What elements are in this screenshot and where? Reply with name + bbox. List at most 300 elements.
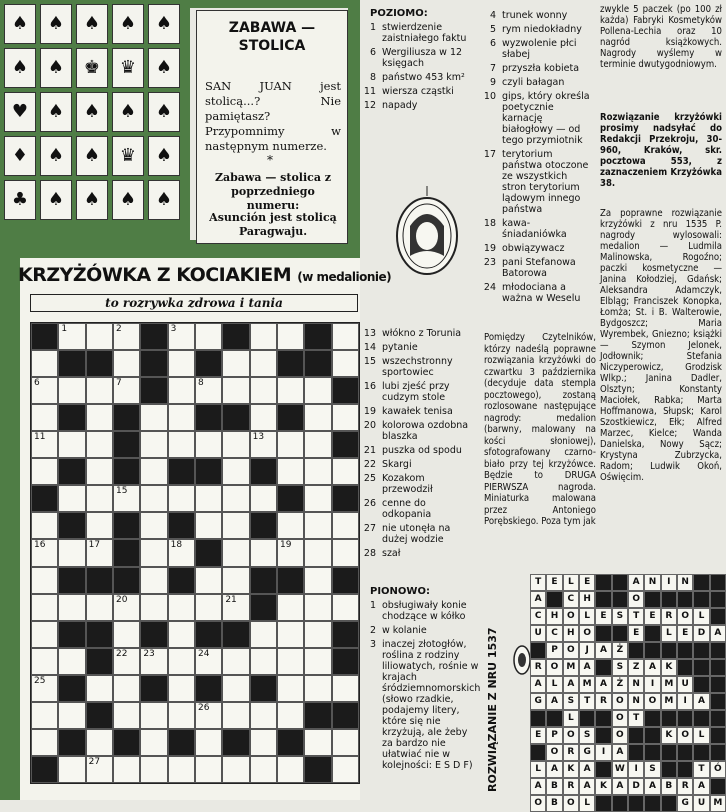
cell-number: 8 [198,378,204,389]
solution-letter: O [530,795,546,812]
crossword-cell[interactable] [140,594,167,621]
clue-item [482,282,594,304]
solution-block [693,591,709,608]
clue-number: 2 [369,625,376,636]
clue-item [362,47,480,69]
crossword-cell[interactable] [332,323,359,350]
crossword-cell[interactable] [332,729,359,756]
crossword-block [140,377,167,404]
crossword-cell[interactable] [277,323,304,350]
solution-block [677,710,693,727]
crossword-cell[interactable] [113,621,140,648]
crossword-cell[interactable] [304,567,331,594]
clue-number: 15 [363,356,376,367]
solution-letter: O [546,659,562,676]
solution-letter: O [563,795,579,812]
crossword-block [168,512,195,539]
solution-letter: M [661,693,677,710]
crossword-cell[interactable] [195,594,222,621]
clue-item [482,77,594,88]
crossword-cell[interactable] [250,431,277,458]
crossword-cell[interactable] [168,756,195,783]
right-column-p3: Za poprawne rozwiązanie krzyżówki z nru 1535 P. nagrody wylosowali: medalion — Ludmila Malinowska, Rogoźno; paczki kosmetyczne — Janina Kołodziej, Gdańsk; Aleksandra Adamczyk, Elbląg; Franciszek Konopka, Łomża; St. i B. Walterowie, Bydgoszcz; Maria Wyrembek, Gniezno; książki — Szymon Jelonek, Jodłownik; Stefania Niczyperowicz, Grodzisk Wlkp.; Janina Dadler, Olsztyn; Konstanty Maciołek, Rabka; Marta Hoffmanowa, Słupsk; Karol Szostkiewicz, Ełk; Alfred Marzec, Kielce; Wanda Danielska, Nowy Sącz; Krystyna Zubrzycka, Radom; Ludwik Okoń, Oświęcim. [600,208,722,483]
crossword-block [140,350,167,377]
solution-letter: A [530,591,546,608]
crossword-cell[interactable] [195,485,222,512]
card-icon: ♚ [76,48,108,88]
crossword-cell[interactable] [31,404,58,431]
solution-letter: O [612,710,628,727]
crossword-cell[interactable] [140,756,167,783]
pionowo-clues-b [482,10,594,307]
crossword-cell[interactable] [222,485,249,512]
crossword-cell[interactable] [140,404,167,431]
solution-letter: E [644,608,660,625]
card-icon: ♠ [40,92,72,132]
solution-letter: L [563,710,579,727]
crossword-cell[interactable] [31,675,58,702]
clue-text: młodociana a ważna w Weselu [502,282,581,304]
crossword-block [140,675,167,702]
clue-number: 5 [489,24,496,35]
crossword-cell[interactable] [195,756,222,783]
solution-letter: I [628,761,644,778]
crossword-cell[interactable] [250,350,277,377]
cell-number: 27 [88,756,101,767]
cell-number: 18 [170,540,183,551]
crossword-cell[interactable] [113,648,140,675]
crossword-cell[interactable] [86,485,113,512]
crossword-cell[interactable] [250,323,277,350]
clue-number: 9 [489,77,496,88]
crossword-cell[interactable] [195,377,222,404]
crossword-cell[interactable] [250,729,277,756]
crossword-cell[interactable] [277,431,304,458]
crossword-cell[interactable] [277,702,304,729]
solution-letter: A [595,642,611,659]
clue-item [482,91,594,146]
crossword-cell[interactable] [195,431,222,458]
clue-number: 19 [363,406,376,417]
solution-letter: R [661,608,677,625]
crossword-block [195,458,222,485]
card-icon: ♠ [148,4,180,44]
solution-block [710,608,726,625]
crossword-cell[interactable] [277,539,304,566]
crossword-block [195,621,222,648]
solution-letter: A [563,676,579,693]
solution-block [612,795,628,812]
crossword-cell[interactable] [304,648,331,675]
crossword-cell[interactable] [304,512,331,539]
clue-item [482,38,594,60]
poziomo-clues-b [362,328,472,562]
crossword-block [86,648,113,675]
crossword-cell[interactable] [222,458,249,485]
crossword-cell[interactable] [195,702,222,729]
clue-item [362,639,481,771]
crossword-cell[interactable] [168,648,195,675]
crossword-cell[interactable] [140,539,167,566]
crossword-cell[interactable] [168,404,195,431]
crossword-block [250,594,277,621]
crossword-cell[interactable] [195,648,222,675]
cat-icon [512,640,532,680]
crossword-cell[interactable] [86,756,113,783]
solution-block [693,710,709,727]
poziomo-heading: POZIOMO: [370,8,428,19]
crossword-cell[interactable] [250,377,277,404]
crossword-cell[interactable] [250,485,277,512]
crossword-cell[interactable] [168,350,195,377]
clue-number: 14 [363,342,376,353]
crossword-cell[interactable] [222,756,249,783]
solution-block [595,727,611,744]
solution-block [546,591,562,608]
crossword-cell[interactable] [222,431,249,458]
solution-letter: G [530,693,546,710]
crossword-cell[interactable] [304,377,331,404]
crossword-cell[interactable] [250,702,277,729]
crossword-cell[interactable] [86,377,113,404]
crossword-cell[interactable] [195,323,222,350]
card-icon: ♠ [148,180,180,220]
crossword-cell[interactable] [31,621,58,648]
solution-letter: H [563,625,579,642]
solution-block [644,744,660,761]
solution-block [710,778,726,795]
clue-text: pytanie [382,342,418,353]
crossword-cell[interactable] [86,512,113,539]
crossword-cell[interactable] [304,621,331,648]
crossword-cell[interactable] [168,323,195,350]
crossword-cell[interactable] [195,567,222,594]
crossword-cell[interactable] [31,702,58,729]
crossword-cell[interactable] [31,539,58,566]
solution-letter: P [546,727,562,744]
crossword-cell[interactable] [222,350,249,377]
solution-letter: E [628,625,644,642]
crossword-cell[interactable] [222,594,249,621]
clue-item [362,342,472,353]
crossword-cell[interactable] [31,350,58,377]
crossword-cell[interactable] [140,648,167,675]
crossword-cell[interactable] [31,648,58,675]
crossword-cell[interactable] [168,485,195,512]
solution-block [595,574,611,591]
solution-letter: A [612,744,628,761]
clue-item [362,523,472,545]
solution-block [677,744,693,761]
clue-text: terytorium państwa otoczone ze wszystkich stron terytorium lądowym innego państwa [502,149,589,215]
crossword-cell[interactable] [113,675,140,702]
crossword-block [250,512,277,539]
crossword-cell[interactable] [31,729,58,756]
crossword-cell[interactable] [222,702,249,729]
clue-item [362,86,480,97]
crossword-cell[interactable] [168,621,195,648]
clue-text: kawa-śniadaniówka [502,218,567,240]
crossword-cell[interactable] [304,539,331,566]
clue-text: czyli bałagan [502,77,565,88]
crossword-block [31,323,58,350]
crossword-cell[interactable] [332,350,359,377]
crossword-cell[interactable] [195,512,222,539]
clue-item [482,149,594,215]
solution-letter: A [546,693,562,710]
crossword-cell[interactable] [31,431,58,458]
clue-text: Kozakom przewodził [382,473,433,495]
crossword-cell[interactable] [31,377,58,404]
crossword-cell[interactable] [31,594,58,621]
solution-letter: H [546,608,562,625]
card-icon: ♥ [4,92,36,132]
solution-letter: O [563,642,579,659]
clue-text: przyszła kobieta [502,63,580,74]
clue-text: wszechstronny sportowiec [382,356,453,378]
crossword-cell[interactable] [222,539,249,566]
crossword-cell[interactable] [86,431,113,458]
crossword-cell[interactable] [277,648,304,675]
solution-letter: A [693,778,709,795]
crossword-cell[interactable] [31,567,58,594]
solution-block [595,710,611,727]
crossword-block [277,485,304,512]
solution-letter: O [628,591,644,608]
clue-item [482,63,594,74]
solution-letter: A [644,659,660,676]
crossword-cell[interactable] [250,621,277,648]
crossword-cell[interactable] [304,594,331,621]
crossword-cell[interactable] [168,594,195,621]
crossword-block [195,539,222,566]
crossword-cell[interactable] [58,756,85,783]
solution-letter: M [710,795,726,812]
crossword-cell[interactable] [332,512,359,539]
crossword-cell[interactable] [332,458,359,485]
crossword-cell[interactable] [277,621,304,648]
solution-block [595,795,611,812]
solution-letter: R [595,693,611,710]
crossword-cell[interactable] [86,404,113,431]
crossword-cell[interactable] [304,485,331,512]
crossword-cell[interactable] [277,377,304,404]
solution-letter: T [530,574,546,591]
crossword-cell[interactable] [332,404,359,431]
solution-letter: D [693,625,709,642]
solution-letter: G [579,744,595,761]
crossword-cell[interactable] [113,350,140,377]
crossword-cell[interactable] [332,539,359,566]
crossword-cell[interactable] [277,512,304,539]
crossword-cell[interactable] [113,702,140,729]
solution-letter: G [677,795,693,812]
solution-block [530,744,546,761]
solution-letter: E [579,574,595,591]
solution-letter: A [693,693,709,710]
crossword-block [113,431,140,458]
crossword-block [250,458,277,485]
crossword-cell[interactable] [86,458,113,485]
crossword-cell[interactable] [86,675,113,702]
crossword-cell[interactable] [168,539,195,566]
crossword-block [58,458,85,485]
crossword-cell[interactable] [113,323,140,350]
crossword-block [332,567,359,594]
clue-text: stwierdzenie zaistniałego faktu [382,22,467,44]
crossword-cell[interactable] [113,485,140,512]
solution-block [693,676,709,693]
clue-text: wiersza cząstki [382,86,454,97]
crossword-cell[interactable] [58,539,85,566]
solution-letter: A [595,676,611,693]
clue-number: 10 [483,91,496,102]
crossword-block [304,323,331,350]
crossword-cell[interactable] [277,594,304,621]
solution-letter: T [628,710,644,727]
crossword-cell[interactable] [222,377,249,404]
solution-block [644,591,660,608]
crossword-cell[interactable] [304,404,331,431]
card-icon: ♛ [112,48,144,88]
solution-block [628,795,644,812]
crossword-cell[interactable] [304,431,331,458]
solution-letter: O [612,727,628,744]
crossword-cell[interactable] [140,512,167,539]
crossword-cell[interactable] [113,594,140,621]
crossword-cell[interactable] [304,458,331,485]
crossword-cell[interactable] [86,323,113,350]
crossword-cell[interactable] [332,756,359,783]
crossword-cell[interactable] [222,567,249,594]
crossword-cell[interactable] [140,702,167,729]
solution-block [710,676,726,693]
crossword-cell[interactable] [250,404,277,431]
crossword-cell[interactable] [58,702,85,729]
card-icon: ♣ [4,180,36,220]
cell-number: 25 [34,675,46,686]
clue-text: inaczej złotogłów, roślina z rodziny liliowatych, rośnie w krajach śródziemnomorskich (słowo rzadkie, podajemy litery, które się nie krzyżują, ale żeby za bardzo nie ułatwiać nie w kolejności: E S D F) [382,639,481,771]
crossword-cell[interactable] [140,567,167,594]
clue-text: włókno z Torunia [382,328,462,339]
crossword-cell[interactable] [168,377,195,404]
crossword-cell[interactable] [58,648,85,675]
crossword-cell[interactable] [140,485,167,512]
crossword-cell[interactable] [58,323,85,350]
crossword-cell[interactable] [222,512,249,539]
solution-letter: T [579,693,595,710]
solution-letter: U [677,676,693,693]
crossword-cell[interactable] [168,702,195,729]
crossword-cell[interactable] [250,648,277,675]
crossword-cell[interactable] [86,539,113,566]
crossword-cell[interactable] [222,648,249,675]
crossword-cell[interactable] [113,377,140,404]
crossword-cell[interactable] [332,594,359,621]
solution-letter: E [595,608,611,625]
crossword-block [31,485,58,512]
crossword-cell[interactable] [86,594,113,621]
clue-number: 21 [363,445,376,456]
clue-item [482,24,594,35]
crossword-cell[interactable] [31,458,58,485]
solution-letter: O [579,625,595,642]
crossword-cell[interactable] [140,729,167,756]
solution-letter: Ż [612,642,628,659]
solution-letter: B [661,778,677,795]
card-icon: ♠ [112,92,144,132]
solution-block [530,710,546,727]
crossword-cell[interactable] [195,729,222,756]
crossword-cell[interactable] [31,512,58,539]
crossword-cell[interactable] [332,675,359,702]
crossword-cell[interactable] [304,729,331,756]
crossword-cell[interactable] [222,675,249,702]
solution-letter: C [546,625,562,642]
crossword-cell[interactable] [58,485,85,512]
clue-item [362,72,480,83]
crossword-cell[interactable] [277,458,304,485]
solution-grid [530,574,726,808]
solution-letter: I [595,744,611,761]
clue-number: 13 [363,328,376,339]
solution-letter: L [579,795,595,812]
cell-number: 13 [252,432,265,443]
card-icon: ♠ [76,92,108,132]
poziomo-clues-a [362,22,480,114]
solution-letter: A [579,778,595,795]
crossword-cell[interactable] [304,675,331,702]
solution-block [661,744,677,761]
solution-letter: N [677,574,693,591]
cell-number: 6 [34,378,40,389]
crossword-block [332,485,359,512]
crossword-block [304,350,331,377]
crossword-block [195,404,222,431]
crossword-cell[interactable] [277,675,304,702]
crossword-cell[interactable] [140,431,167,458]
crossword-cell[interactable] [58,431,85,458]
clue-number: 22 [363,459,376,470]
crossword-cell[interactable] [58,377,85,404]
clue-number: 26 [363,498,376,509]
clue-item [482,243,594,254]
crossword-cell[interactable] [58,594,85,621]
solution-letter: S [612,659,628,676]
crossword-cell[interactable] [140,458,167,485]
clue-number: 1 [369,600,376,611]
crossword-cell[interactable] [168,675,195,702]
cell-number: 26 [198,702,210,713]
crossword-cell[interactable] [168,431,195,458]
solution-letter: N [628,693,644,710]
solution-block [612,625,628,642]
crossword-block [113,404,140,431]
solution-block [595,761,611,778]
crossword-cell[interactable] [277,756,304,783]
crossword-tagline: to rozrywka zdrowa i tania [30,294,358,312]
solution-block [628,642,644,659]
solution-block [661,642,677,659]
clue-text: obwiązywacz [502,243,565,254]
crossword-cell[interactable] [86,729,113,756]
crossword-cell[interactable] [113,756,140,783]
solution-letter: T [628,608,644,625]
cell-number: 1 [61,324,68,334]
card-icon: ♠ [4,48,36,88]
crossword-cell[interactable] [250,539,277,566]
crossword-cell[interactable] [250,756,277,783]
